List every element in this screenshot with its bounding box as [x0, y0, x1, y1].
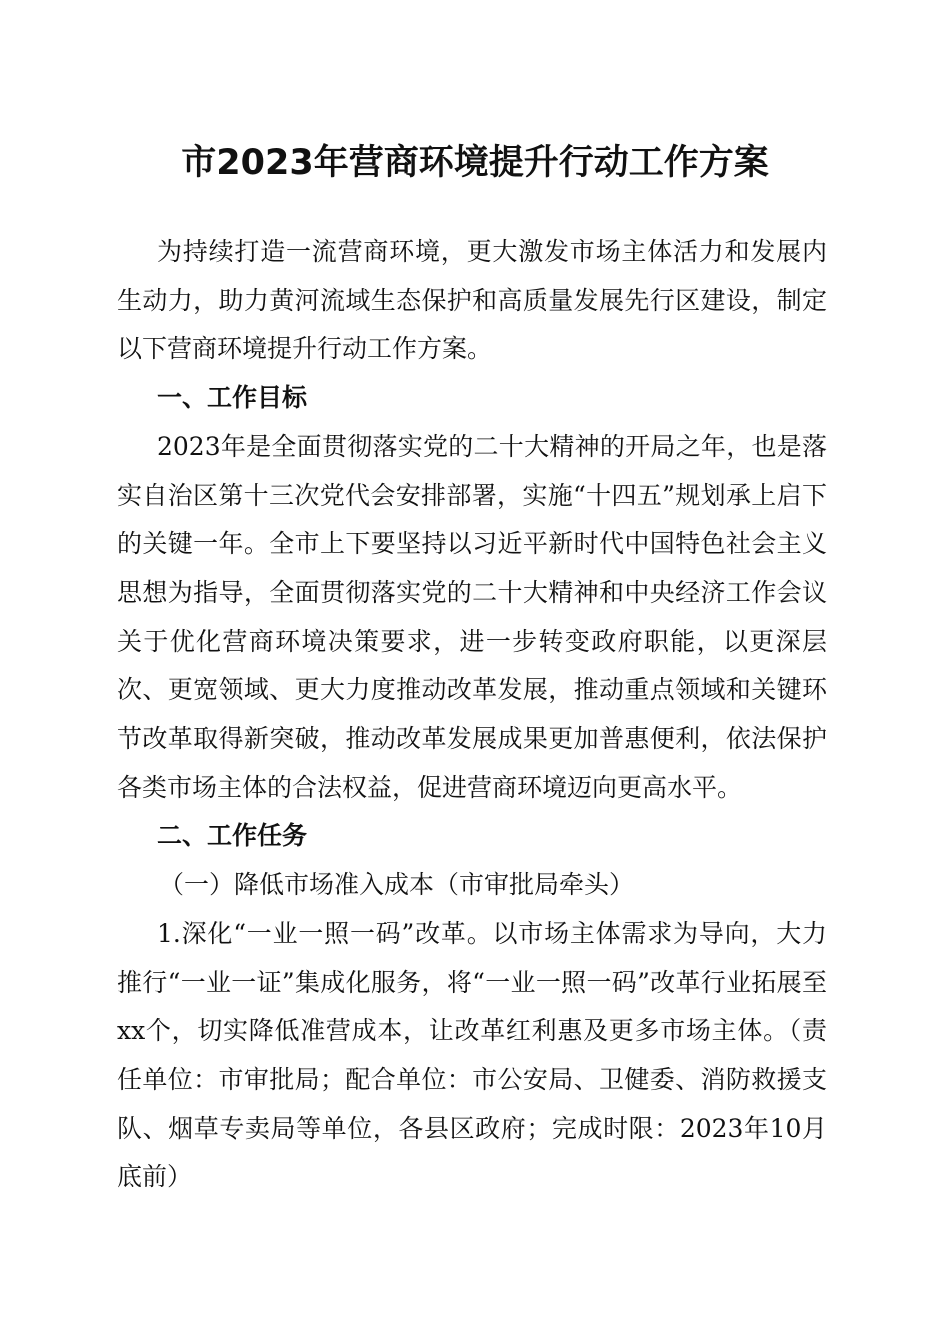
document-body — [117, 228, 827, 1202]
section-heading-tasks: 二、工作任务 — [157, 821, 308, 851]
document-title: 市2023年营商环境提升行动工作方案 — [181, 143, 769, 183]
goals-paragraph: 2023年是全面贯彻落实党的二十大精神的开局之年，也是落实自治区第十三次党代会安排部署，实施“十四五”规划承上启下的关键一年。全市上下要坚持以习近平新时代中国特色社会主义思想为指导，全面贯彻落实党的二十大精神和中央经济工作会议关于优化营商环境决策要求，进一步转变政府职能，以更深层次、更宽领域、更大力度推动改革发展，推动重点领域和关键环节改革取得新突破，推动改革发展成果更加普惠便利，依法保护各类市场主体的合法权益，促进营商环境迈向更高水平。 — [117, 431, 827, 802]
subsection-heading-market-access: （一）降低市场准入成本（市审批局牵头） — [159, 870, 635, 900]
task-paragraph-1: 1.深化“一业一照一码”改革。以市场主体需求为导向，大力推行“一业一证”集成化服务，将“一业一照一码”改革行业拓展至xx个，切实降低准营成本，让改革红利惠及更多市场主体。（责任单位：市审批局；配合单位：市公安局、卫健委、消防救援支队、烟草专卖局等单位，各县区政府；完成时限：2023年10月底前） — [117, 918, 827, 1192]
section-heading-goals: 一、工作目标 — [157, 383, 308, 413]
intro-paragraph: 为持续打造一流营商环境，更大激发市场主体活力和发展内生动力，助力黄河流域生态保护和高质量发展先行区建设，制定以下营商环境提升行动工作方案。 — [117, 237, 827, 364]
